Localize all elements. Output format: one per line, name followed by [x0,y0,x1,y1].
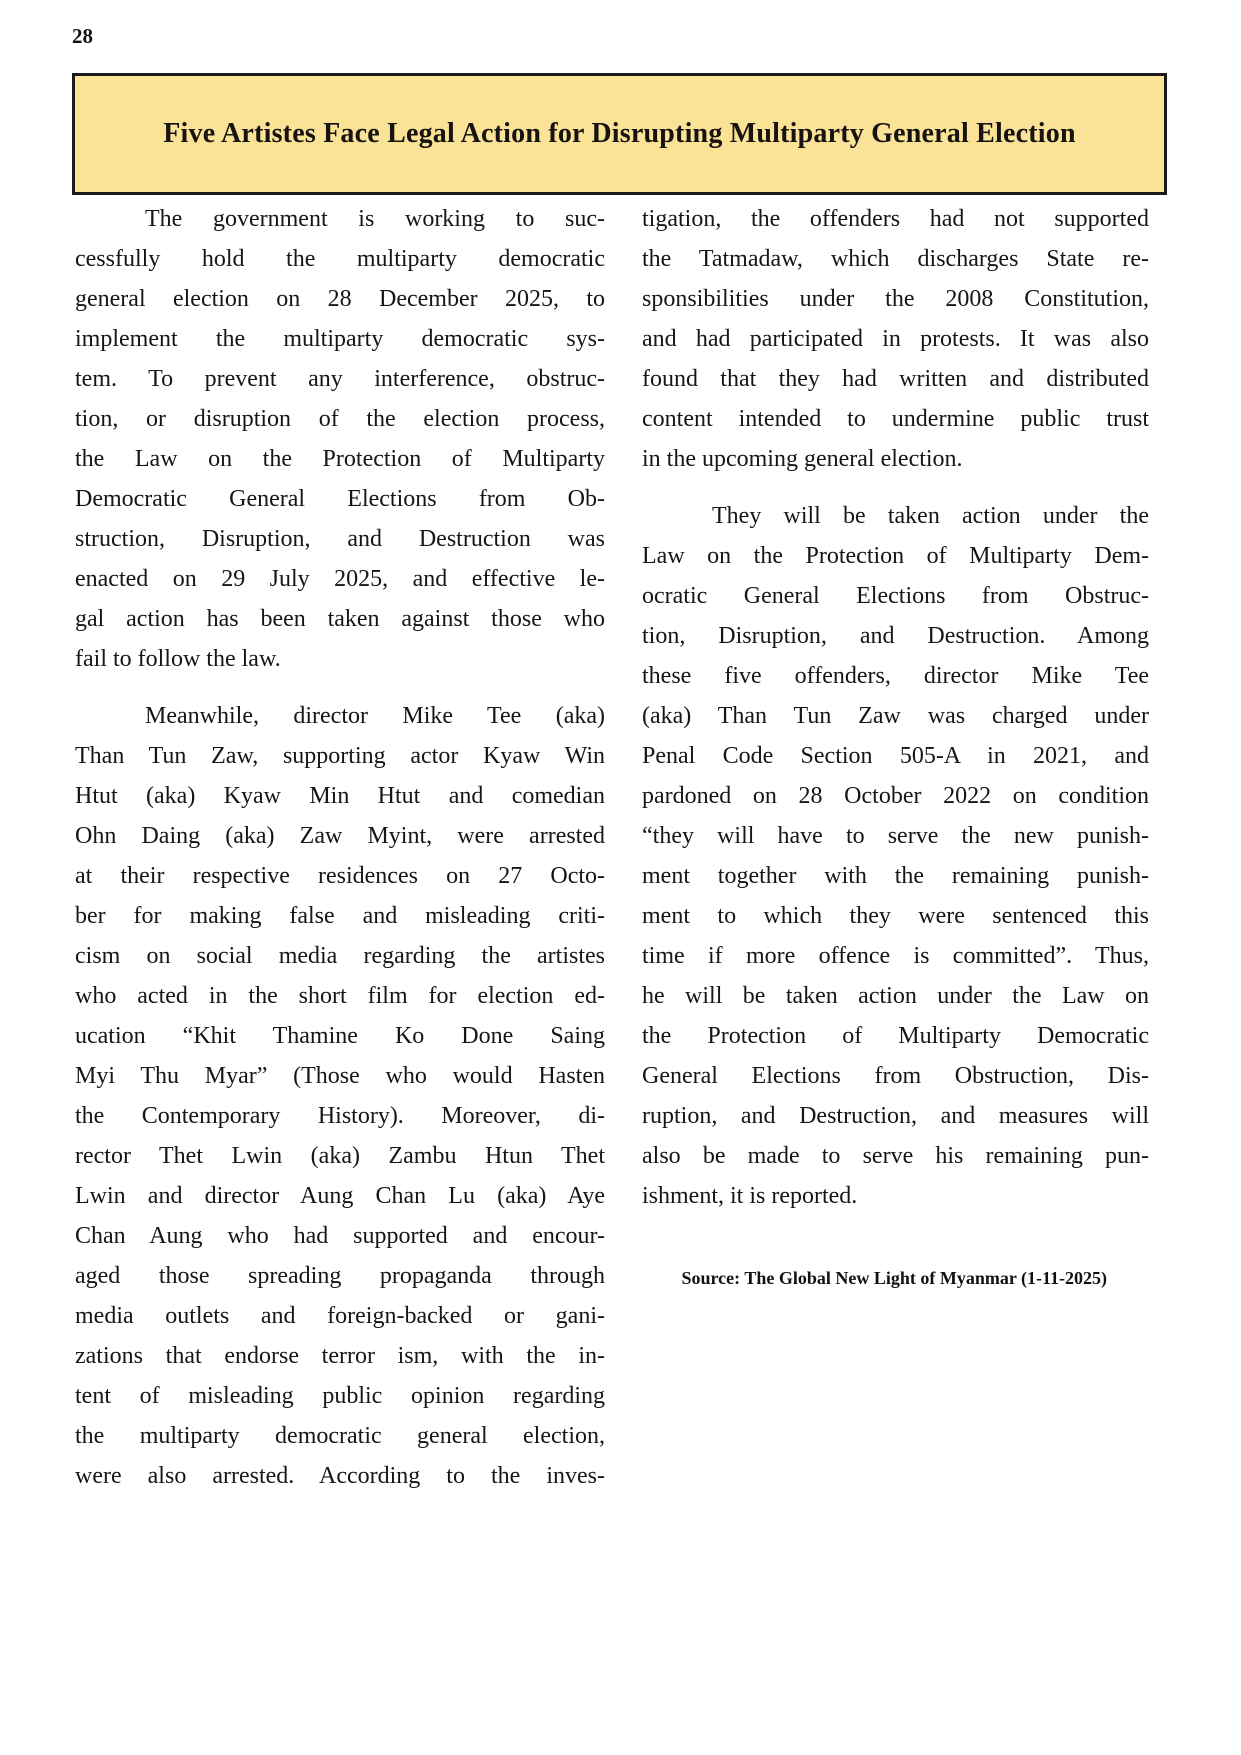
paragraph [75,696,605,1496]
text-line: who acted in the short film for election ed- [75,983,605,1009]
article-body [75,199,1149,1496]
paragraph [642,199,1149,479]
article-title: Five Artistes Face Legal Action for Disrupting Multiparty General Election [163,118,1076,149]
paragraph [642,496,1149,1216]
text-line: at their respective residences on 27 Octo- [75,863,605,889]
text-line: zations that endorse terror ism, with the in- [75,1343,605,1369]
text-line: general election on 28 December 2025, to [75,286,605,312]
text-line: They will be taken action under the [712,503,1149,529]
text-line: tent of misleading public opinion regarding [75,1383,605,1409]
text-line: sponsibilities under the 2008 Constitution, [642,286,1149,312]
text-line: tem. To prevent any interference, obstruc- [75,366,605,392]
text-line: Meanwhile, director Mike Tee (aka) [145,703,605,729]
paragraph [75,199,605,679]
text-line: implement the multiparty democratic sys- [75,326,605,352]
left-column [75,199,605,1496]
text-line: time if more offence is committed”. Thus, [642,943,1149,969]
text-line: Ohn Daing (aka) Zaw Myint, were arrested [75,823,605,849]
right-column [642,199,1149,1496]
text-line: tigation, the offenders had not supported [642,206,1149,232]
text-line: the Tatmadaw, which discharges State re- [642,246,1149,272]
text-line: “they will have to serve the new punish- [642,823,1149,849]
text-line: pardoned on 28 October 2022 on condition [642,783,1149,809]
text-line: the Protection of Multiparty Democratic [642,1023,1149,1049]
text-line: Htut (aka) Kyaw Min Htut and comedian [75,783,605,809]
text-line: rector Thet Lwin (aka) Zambu Htun Thet [75,1143,605,1169]
article-title-box [72,73,1167,195]
text-line: ment to which they were sentenced this [642,903,1149,929]
text-line: ishment, it is reported. [642,1183,858,1209]
text-line: Than Tun Zaw, supporting actor Kyaw Win [75,743,605,769]
text-line: tion, Disruption, and Destruction. Among [642,623,1149,649]
text-line: Penal Code Section 505-A in 2021, and [642,743,1149,769]
text-line: the Law on the Protection of Multiparty [75,446,605,472]
text-line: ment together with the remaining punish- [642,863,1149,889]
text-line: tion, or disruption of the election process, [75,406,605,432]
text-line: enacted on 29 July 2025, and effective le- [75,566,605,592]
text-line: in the upcoming general election. [642,446,963,472]
text-line: ocratic General Elections from Obstruc- [642,583,1149,609]
text-line: content intended to undermine public trust [642,406,1149,432]
text-line: The government is working to suc- [145,206,605,232]
text-line: also be made to serve his remaining pun- [642,1143,1149,1169]
text-line: Law on the Protection of Multiparty Dem- [642,543,1149,569]
source-attribution: Source: The Global New Light of Myanmar (1-11-2025) [681,1268,1107,1288]
text-line: were also arrested. According to the inves- [75,1463,605,1489]
text-line: (aka) Than Tun Zaw was charged under [642,703,1149,729]
text-line: ber for making false and misleading criti- [75,903,605,929]
text-line: gal action has been taken against those who [75,606,605,632]
text-line: the Contemporary History). Moreover, di- [75,1103,605,1129]
text-line: ruption, and Destruction, and measures will [642,1103,1149,1129]
text-line: cessfully hold the multiparty democratic [75,246,605,272]
text-line: found that they had written and distributed [642,366,1149,392]
text-line: General Elections from Obstruction, Dis- [642,1063,1149,1089]
text-line: struction, Disruption, and Destruction was [75,526,605,552]
text-line: fail to follow the law. [75,646,281,672]
text-line: and had participated in protests. It was also [642,326,1149,352]
text-line: these five offenders, director Mike Tee [642,663,1149,689]
text-line: Lwin and director Aung Chan Lu (aka) Aye [75,1183,605,1209]
text-line: Myi Thu Myar” (Those who would Hasten [75,1063,605,1089]
text-line: aged those spreading propaganda through [75,1263,605,1289]
text-line: he will be taken action under the Law on [642,983,1149,1009]
text-line: Chan Aung who had supported and encour- [75,1223,605,1249]
text-line: ucation “Khit Thamine Ko Done Saing [75,1023,605,1049]
text-line: media outlets and foreign-backed or gani- [75,1303,605,1329]
page-number: 28 [72,24,93,48]
text-line: Democratic General Elections from Ob- [75,486,605,512]
text-line: cism on social media regarding the artistes [75,943,605,969]
text-line: the multiparty democratic general election, [75,1423,605,1449]
